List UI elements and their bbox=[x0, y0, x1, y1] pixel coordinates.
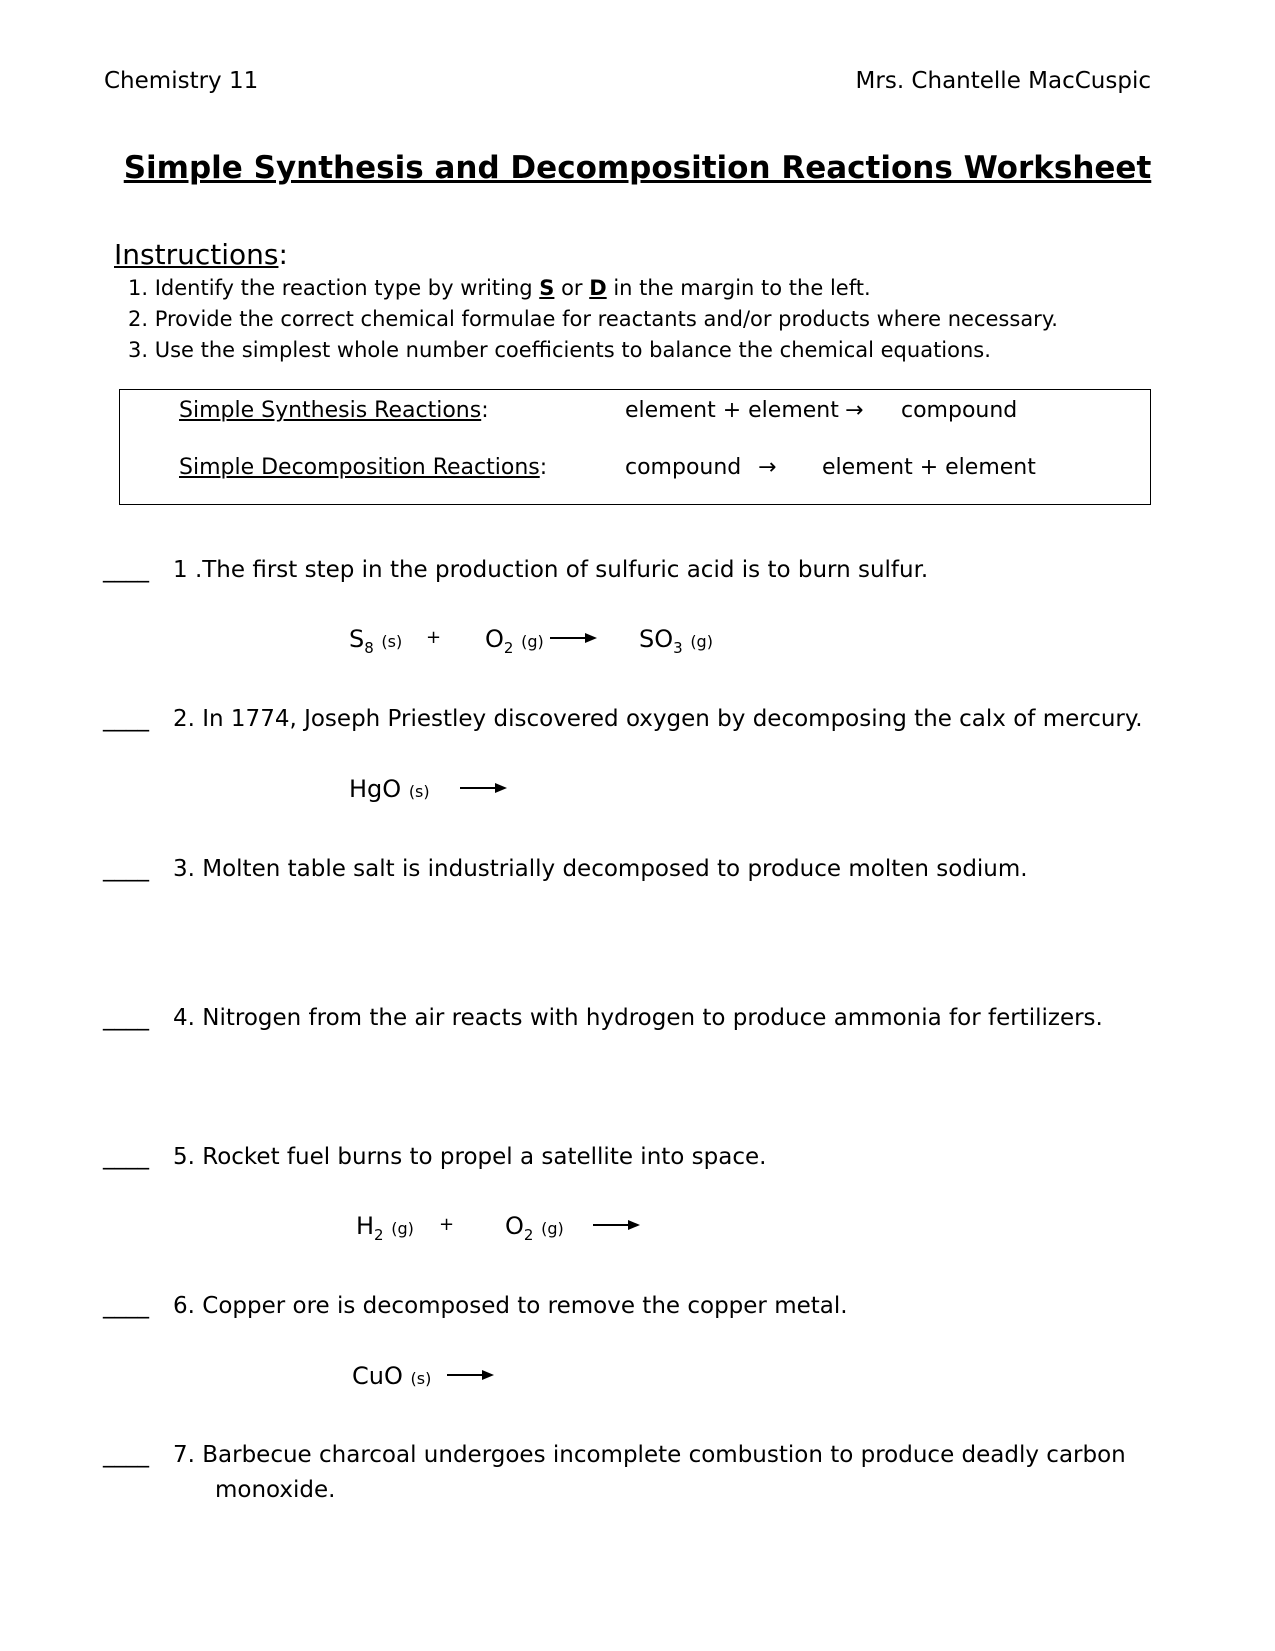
page-title: Simple Synthesis and Decomposition Reactions Worksheet bbox=[123, 150, 1152, 186]
eq1-r2-sub: 2 bbox=[503, 638, 514, 657]
eq5-r1-state: (g) bbox=[391, 1219, 414, 1238]
eq5-r2: O bbox=[505, 1212, 524, 1240]
answer-blank-3[interactable]: ____ bbox=[103, 856, 149, 882]
decomposition-arrow: → bbox=[758, 455, 777, 480]
equation-1-reactant-1 bbox=[349, 625, 402, 657]
instruction-item-1 bbox=[128, 276, 871, 300]
equation-5-reactant-2 bbox=[505, 1212, 564, 1244]
decomposition-label bbox=[179, 455, 547, 480]
instruction-1-or: or bbox=[554, 276, 590, 300]
synthesis-label-text: Simple Synthesis Reactions bbox=[179, 398, 482, 423]
question-5: 5. Rocket fuel burns to propel a satellite into space. bbox=[173, 1144, 767, 1170]
eq2-r1: HgO bbox=[349, 775, 402, 803]
equation-5-reactant-1 bbox=[356, 1212, 414, 1244]
eq5-r1: H bbox=[356, 1212, 375, 1240]
instruction-item-2: 2. Provide the correct chemical formulae for reactants and/or products where necessary. bbox=[128, 307, 1058, 331]
eq2-r1-state: (s) bbox=[408, 782, 430, 801]
answer-blank-6[interactable]: ____ bbox=[103, 1293, 149, 1319]
eq1-r1: S bbox=[349, 625, 365, 653]
synthesis-label bbox=[179, 398, 489, 423]
question-1: 1 .The first step in the production of sulfuric acid is to burn sulfur. bbox=[173, 557, 929, 583]
arrow-icon bbox=[549, 630, 599, 646]
arrow-icon bbox=[459, 780, 509, 796]
question-2: 2. In 1774, Joseph Priestley discovered oxygen by decomposing the calx of mercury. bbox=[173, 706, 1143, 732]
decomposition-reactants: compound bbox=[625, 455, 742, 480]
eq1-p1: SO bbox=[639, 625, 674, 653]
equation-1-reactant-2 bbox=[485, 625, 544, 657]
synthesis-label-colon: : bbox=[481, 398, 489, 423]
answer-blank-4[interactable]: ____ bbox=[103, 1005, 149, 1031]
synthesis-arrow: → bbox=[845, 398, 864, 423]
question-6: 6. Copper ore is decomposed to remove the copper metal. bbox=[173, 1293, 848, 1319]
instructions-heading-text: Instructions bbox=[114, 238, 279, 271]
instruction-1-s: S bbox=[539, 276, 555, 300]
eq6-r1: CuO bbox=[352, 1362, 403, 1390]
eq1-r1-state: (s) bbox=[381, 632, 403, 651]
instruction-item-3: 3. Use the simplest whole number coefficients to balance the chemical equations. bbox=[128, 338, 991, 362]
equation-6-reactant bbox=[352, 1362, 431, 1390]
eq5-r2-state: (g) bbox=[541, 1219, 564, 1238]
instructions-heading-colon: : bbox=[278, 238, 288, 271]
instructions-heading bbox=[114, 238, 288, 271]
synthesis-reactants: element + element bbox=[625, 398, 839, 423]
answer-blank-1[interactable]: ____ bbox=[103, 557, 149, 583]
equation-1-plus: + bbox=[426, 627, 442, 648]
instruction-1-pre: 1. Identify the reaction type by writing bbox=[128, 276, 540, 300]
answer-blank-5[interactable]: ____ bbox=[103, 1144, 149, 1170]
question-7-continued: monoxide. bbox=[215, 1477, 336, 1503]
eq1-p1-sub: 3 bbox=[673, 638, 683, 657]
arrow-icon bbox=[446, 1367, 496, 1383]
equation-5-plus: + bbox=[439, 1214, 455, 1235]
eq1-r2: O bbox=[485, 625, 504, 653]
eq1-p1-state: (g) bbox=[690, 632, 713, 651]
answer-blank-2[interactable]: ____ bbox=[103, 706, 149, 732]
arrow-icon bbox=[592, 1217, 642, 1233]
question-3: 3. Molten table salt is industrially decomposed to produce molten sodium. bbox=[173, 856, 1028, 882]
eq5-r2-sub: 2 bbox=[523, 1225, 534, 1244]
eq5-r1-sub: 2 bbox=[374, 1225, 384, 1244]
decomposition-products: element + element bbox=[822, 455, 1036, 480]
eq1-r1-sub: 8 bbox=[364, 638, 374, 657]
equation-2-reactant bbox=[349, 775, 430, 803]
decomposition-label-colon: : bbox=[539, 455, 548, 480]
eq1-r2-state: (g) bbox=[521, 632, 544, 651]
question-7: 7. Barbecue charcoal undergoes incomplete combustion to produce deadly carbon bbox=[173, 1442, 1126, 1468]
teacher-name: Mrs. Chantelle MacCuspic bbox=[855, 68, 1151, 94]
equation-1-product bbox=[639, 625, 713, 657]
question-4: 4. Nitrogen from the air reacts with hydrogen to produce ammonia for fertilizers. bbox=[173, 1005, 1103, 1031]
synthesis-products: compound bbox=[901, 398, 1018, 423]
course-name: Chemistry 11 bbox=[104, 68, 259, 94]
instruction-1-post: in the margin to the left. bbox=[606, 276, 871, 300]
eq6-r1-state: (s) bbox=[410, 1369, 432, 1388]
decomposition-label-text: Simple Decomposition Reactions bbox=[179, 455, 540, 480]
answer-blank-7[interactable]: ____ bbox=[103, 1442, 149, 1468]
instruction-1-d: D bbox=[589, 276, 607, 300]
